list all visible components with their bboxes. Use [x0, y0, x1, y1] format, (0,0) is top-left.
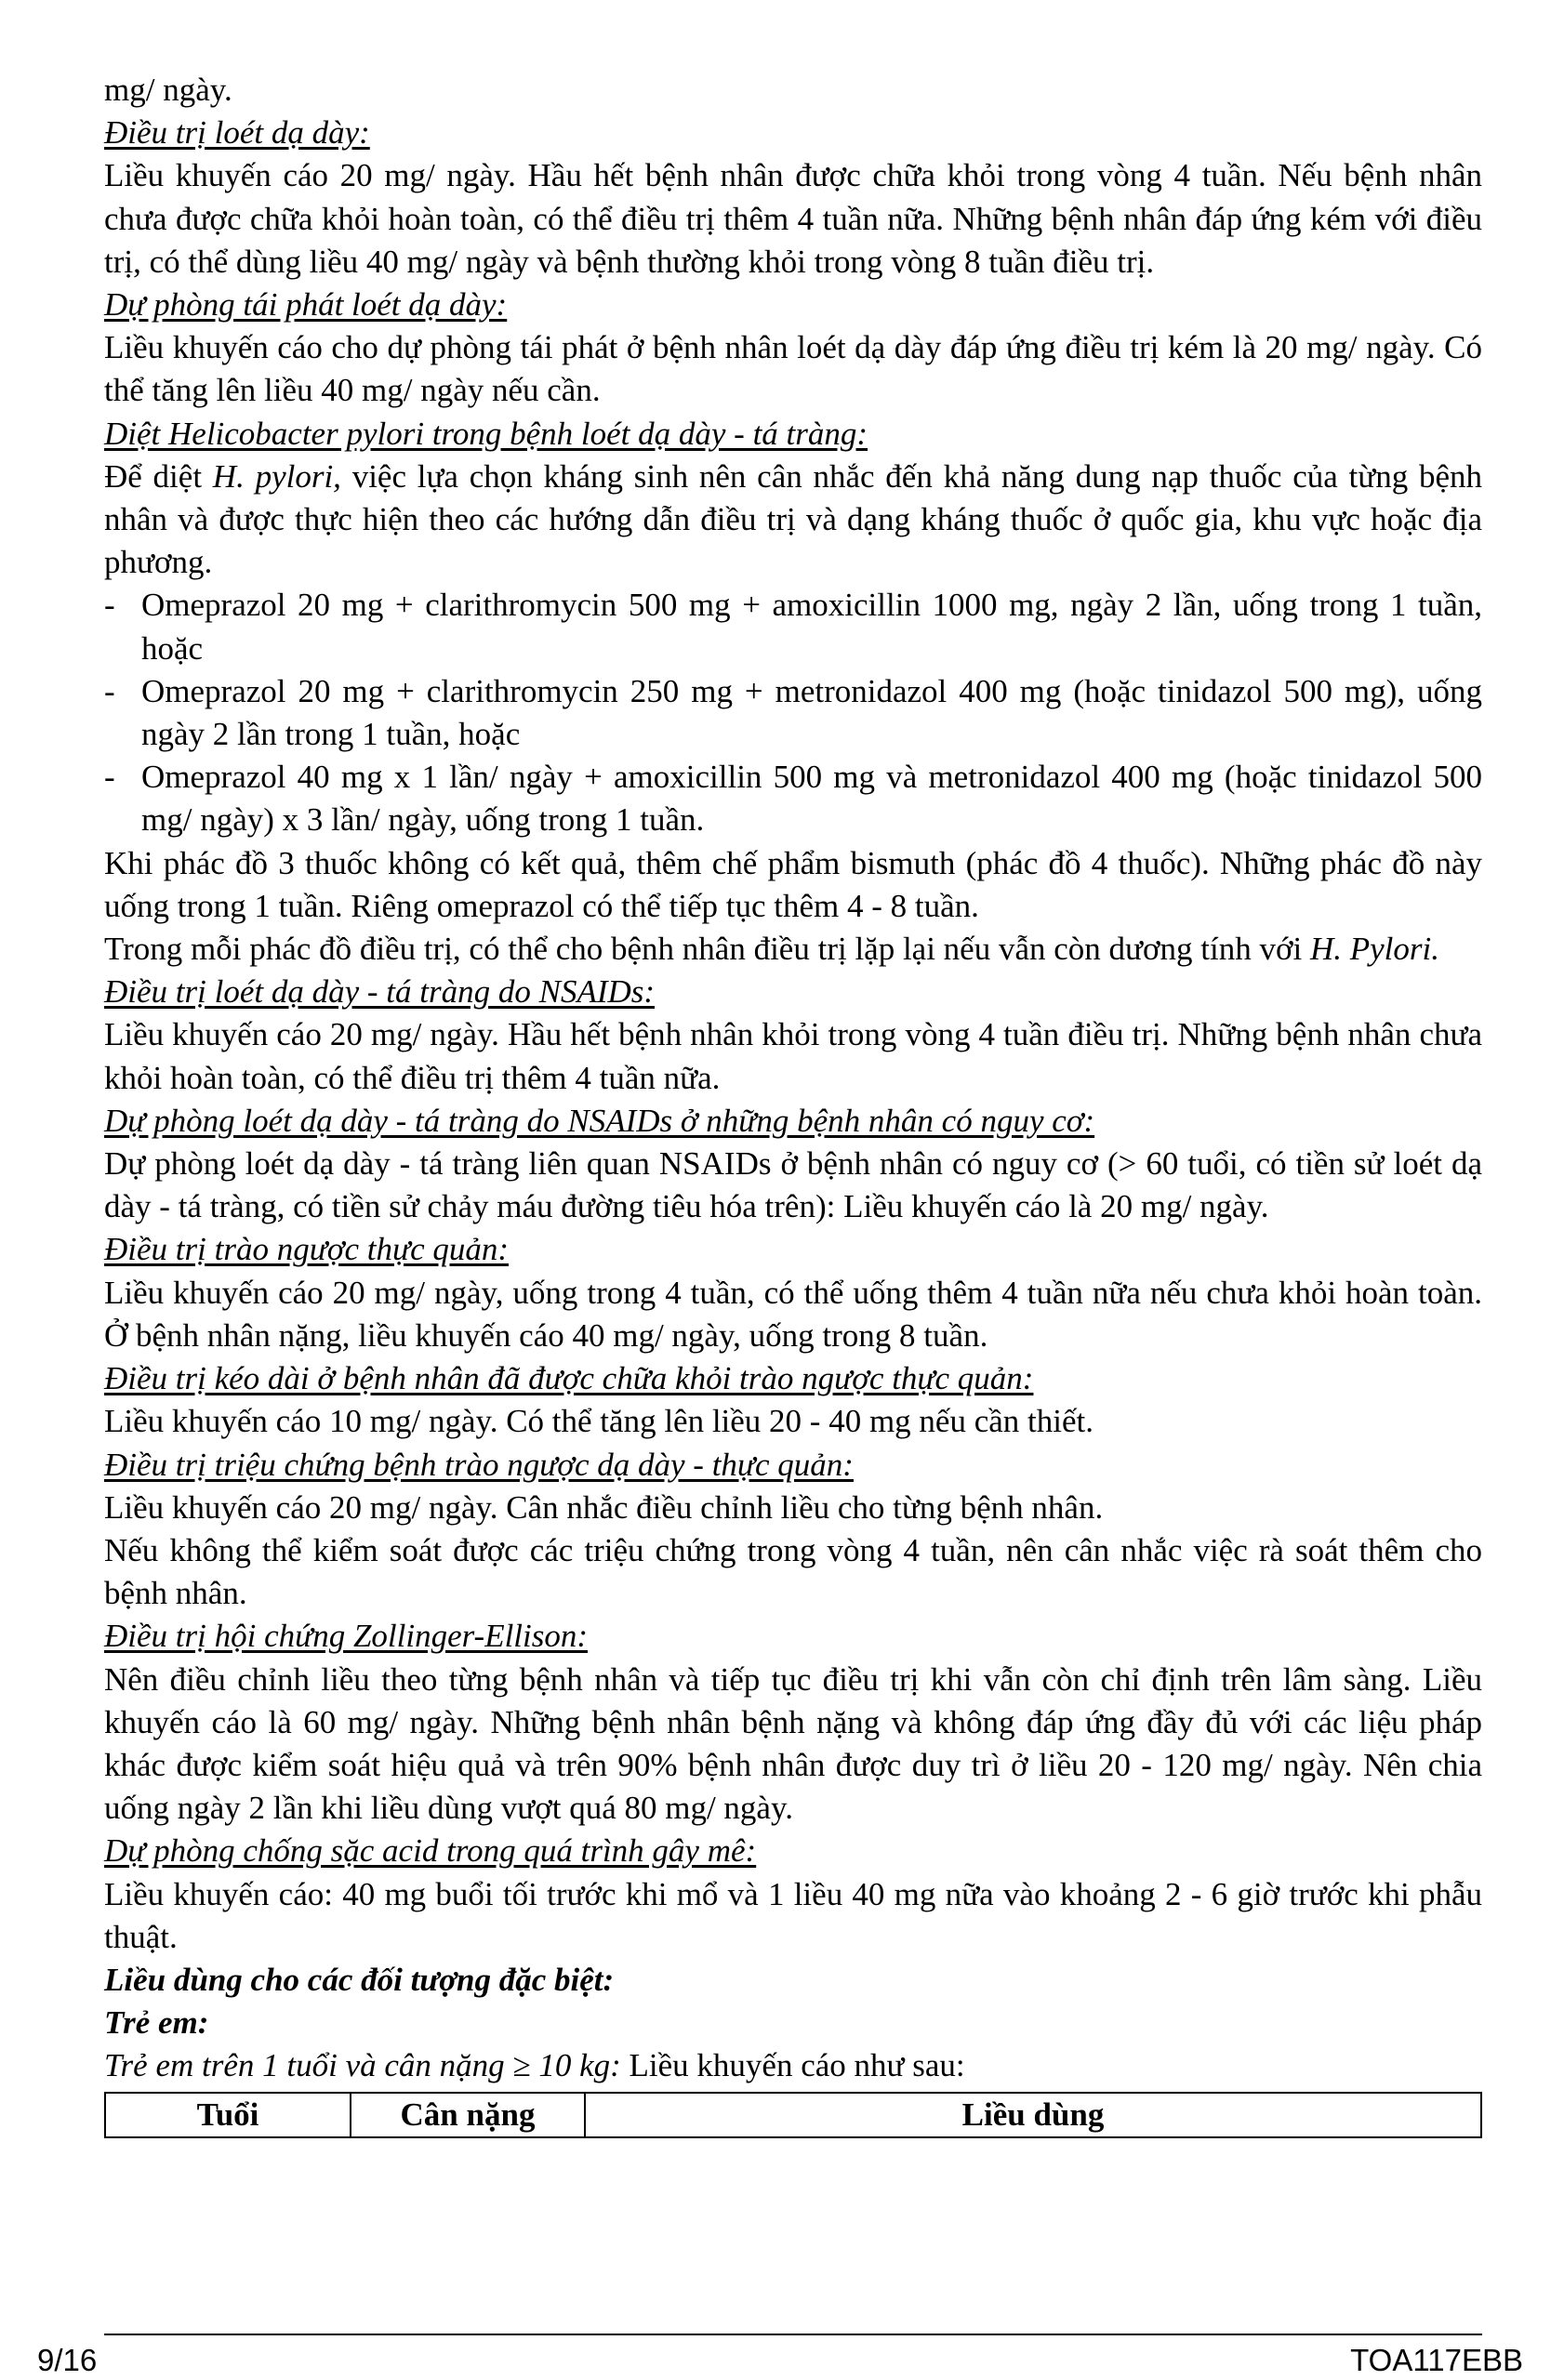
- list-item: [104, 756, 1482, 841]
- paragraph: [104, 928, 1482, 971]
- table-header-age: Tuổi: [105, 2093, 351, 2137]
- document-code: TOA117EBB: [1350, 2343, 1523, 2377]
- paragraph: [104, 2044, 1482, 2087]
- section-heading: Điều trị loét dạ dày - tá tràng do NSAIDs:: [104, 973, 656, 1011]
- page-footer: [37, 2343, 1523, 2378]
- list-item-text: Omeprazol 20 mg + clarithromycin 250 mg + metronidazol 400 mg (hoặc tinidazol 500 mg), uống ngày 2 lần trong 1 tuần, hoặc: [141, 672, 1482, 753]
- section-heading: Điều trị hội chứng Zollinger-Ellison:: [104, 1618, 589, 1655]
- paragraph: mg/ ngày.: [104, 72, 232, 108]
- paragraph: Liều khuyến cáo: 40 mg buổi tối trước khi mổ và 1 liều 40 mg nữa vào khoảng 2 - 6 giờ trước khi phẫu thuật.: [104, 1875, 1482, 1955]
- italic-text: H. Pylori.: [1309, 931, 1439, 968]
- list-item: [104, 584, 1482, 669]
- section-heading: Điều trị trào ngược thực quản:: [104, 1231, 510, 1268]
- dosage-table: [104, 2092, 1482, 2138]
- paragraph: Nên điều chỉnh liều theo từng bệnh nhân và tiếp tục điều trị khi vẫn còn chỉ định trên lâm sàng. Liều khuyến cáo là 60 mg/ ngày. Những bệnh nhân bệnh nặng và không đáp ứng đầy đủ với các liệu pháp khác được kiểm soát hiệu quả và trên 90% bệnh nhân được duy trì ở liều 20 - 120 mg/ ngày. Nên chia uống ngày 2 lần khi liều dùng vượt quá 80 mg/ ngày.: [104, 1660, 1482, 1827]
- subsection-title: Trẻ em:: [104, 2004, 209, 2042]
- text: việc lựa chọn kháng sinh nên cân nhắc đến khả năng dung nạp thuốc của từng bệnh nhân và được thực hiện theo các hướng dẫn điều trị và dạng kháng thuốc ở quốc gia, khu vực hoặc địa phương.: [104, 457, 1482, 581]
- dash-bullet: -: [104, 759, 115, 796]
- text: Liều khuyến cáo như sau:: [620, 2047, 965, 2084]
- text: Trong mỗi phác đồ điều trị, có thể cho bệnh nhân điều trị lặp lại nếu vẫn còn dương tính với: [104, 931, 1310, 968]
- paragraph: [104, 456, 1482, 585]
- section-heading: Dự phòng loét dạ dày - tá tràng do NSAIDs ở những bệnh nhân có nguy cơ:: [104, 1102, 1095, 1139]
- italic-text: H. pylori,: [212, 457, 341, 495]
- dash-bullet: -: [104, 672, 115, 709]
- paragraph: Liều khuyến cáo 10 mg/ ngày. Có thể tăng lên liều 20 - 40 mg nếu cần thiết.: [104, 1403, 1093, 1440]
- text: Để diệt: [104, 457, 213, 495]
- paragraph: Liều khuyến cáo 20 mg/ ngày. Cân nhắc điều chỉnh liều cho từng bệnh nhân.: [104, 1488, 1104, 1526]
- italic-text: Trẻ em trên 1 tuổi và cân nặng ≥ 10 kg:: [104, 2047, 621, 2084]
- paragraph: Nếu không thể kiểm soát được các triệu chứng trong vòng 4 tuần, nên cân nhắc việc rà soát thêm cho bệnh nhân.: [104, 1531, 1482, 1612]
- paragraph: Khi phác đồ 3 thuốc không có kết quả, thêm chế phẩm bismuth (phác đồ 4 thuốc). Những phác đồ này uống trong 1 tuần. Riêng omeprazol có thể tiếp tục thêm 4 - 8 tuần.: [104, 844, 1482, 924]
- paragraph: Liều khuyến cáo cho dự phòng tái phát ở bệnh nhân loét dạ dày đáp ứng điều trị kém là 20 mg/ ngày. Có thể tăng lên liều 40 mg/ ngày nếu cần.: [104, 329, 1482, 409]
- dash-bullet: -: [104, 587, 115, 624]
- section-heading: Diệt Helicobacter pylori trong bệnh loét dạ dày - tá tràng:: [104, 415, 868, 452]
- section-heading: Dự phòng chống sặc acid trong quá trình gây mê:: [104, 1832, 757, 1870]
- section-heading: Điều trị loét dạ dày:: [104, 114, 370, 152]
- paragraph: Liều khuyến cáo 20 mg/ ngày. Hầu hết bệnh nhân được chữa khỏi trong vòng 4 tuần. Nếu bệnh nhân chưa được chữa khỏi hoàn toàn, có thể điều trị thêm 4 tuần nữa. Những bệnh nhân đáp ứng kém với điều trị, có thể dùng liều 40 mg/ ngày và bệnh thường khỏi trong vòng 8 tuần điều trị.: [104, 157, 1482, 280]
- paragraph: Liều khuyến cáo 20 mg/ ngày, uống trong 4 tuần, có thể uống thêm 4 tuần nữa nếu chưa khỏi hoàn toàn. Ở bệnh nhân nặng, liều khuyến cáo 40 mg/ ngày, uống trong 8 tuần.: [104, 1274, 1482, 1354]
- list-item: [104, 670, 1482, 756]
- table-header-row: [105, 2093, 1481, 2137]
- section-heading: Dự phòng tái phát loét dạ dày:: [104, 286, 508, 324]
- list-item-text: Omeprazol 40 mg x 1 lần/ ngày + amoxicillin 500 mg và metronidazol 400 mg (hoặc tinidazol 500 mg/ ngày) x 3 lần/ ngày, uống trong 1 tuần.: [141, 759, 1482, 839]
- paragraph: Dự phòng loét dạ dày - tá tràng liên quan NSAIDs ở bệnh nhân có nguy cơ (> 60 tuổi, có tiền sử loét dạ dày - tá tràng, có tiền sử chảy máu đường tiêu hóa trên): Liều khuyến cáo là 20 mg/ ngày.: [104, 1145, 1482, 1225]
- page-number: 9/16: [37, 2343, 98, 2377]
- list-item-text: Omeprazol 20 mg + clarithromycin 500 mg + amoxicillin 1000 mg, ngày 2 lần, uống trong 1 tuần, hoặc: [141, 587, 1482, 667]
- table-header-weight: Cân nặng: [351, 2093, 585, 2137]
- paragraph: Liều khuyến cáo 20 mg/ ngày. Hầu hết bệnh nhân khỏi trong vòng 4 tuần điều trị. Những bệnh nhân chưa khỏi hoàn toàn, có thể điều trị thêm 4 tuần nữa.: [104, 1016, 1482, 1096]
- footer-divider: [104, 2334, 1482, 2335]
- section-heading: Điều trị triệu chứng bệnh trào ngược dạ dày - thực quản:: [104, 1446, 854, 1483]
- section-heading: Điều trị kéo dài ở bệnh nhân đã được chữa khỏi trào ngược thực quản:: [104, 1360, 1034, 1397]
- subsection-title: Liều dùng cho các đối tượng đặc biệt:: [104, 1961, 615, 1998]
- document-body: [104, 69, 1482, 2138]
- table-header-dose: Liều dùng: [585, 2093, 1481, 2137]
